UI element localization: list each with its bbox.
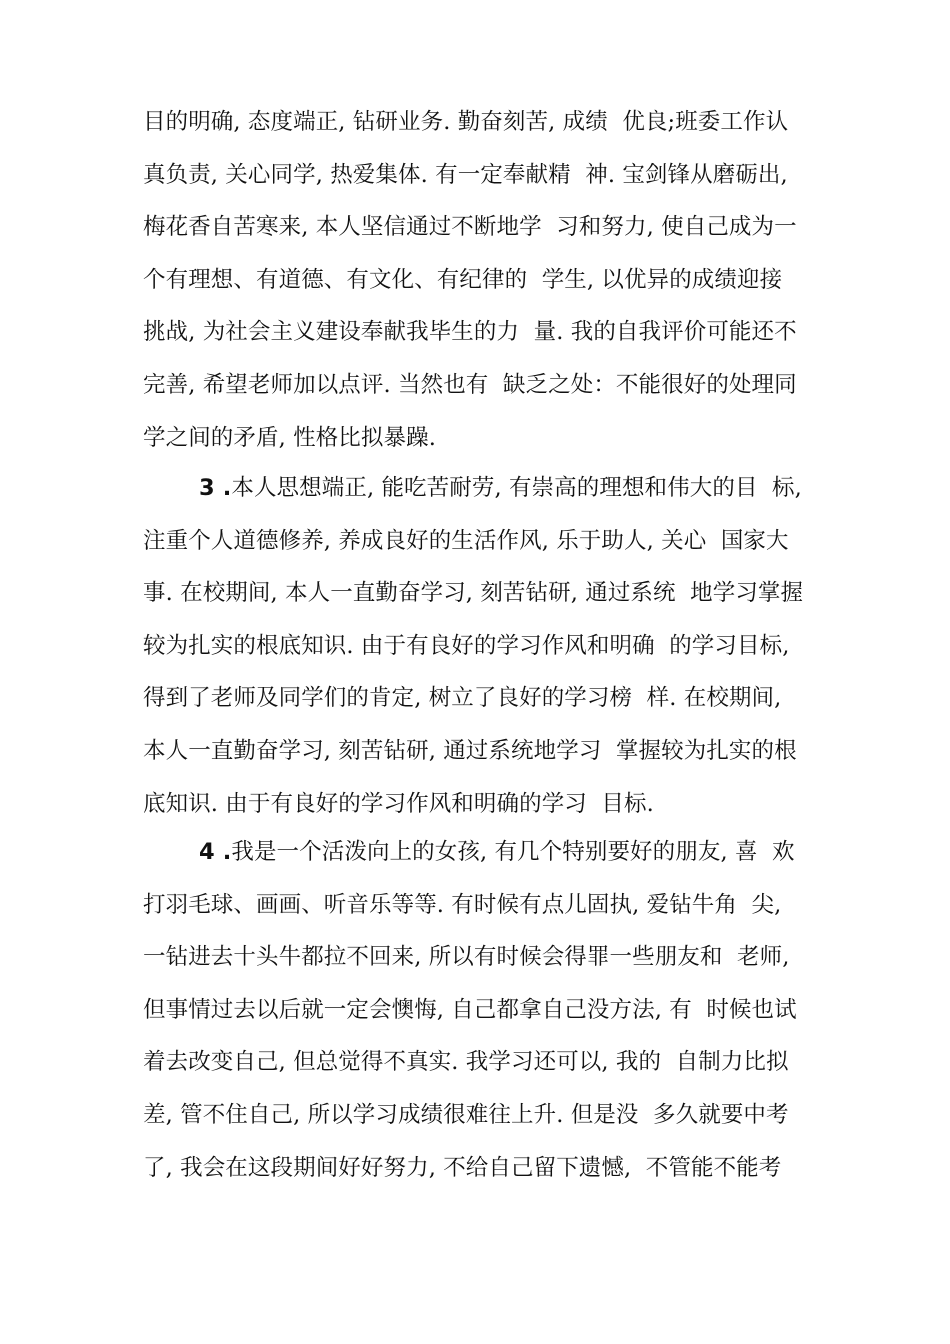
text-line: 学之间的矛盾, 性格比拟暴躁. bbox=[143, 424, 436, 451]
text-line: 真负责, 关心同学, 热爱集体. 有一定奉献精 神. 宝剑锋从磨砺出, bbox=[143, 161, 788, 188]
text-line: 着去改变自己, 但总觉得不真实. 我学习还可以, 我的 自制力比拟 bbox=[143, 1049, 789, 1076]
text-line: 注重个人道德修养, 养成良好的生活作风, 乐于助人, 关心 国家大 bbox=[143, 527, 789, 554]
text-line: 得到了老师及同学们的肯定, 树立了良好的学习榜 样. 在校期间, bbox=[143, 685, 782, 712]
text-line: 完善, 希望老师加以点评. 当然也有 缺乏之处：不能很好的处理同 bbox=[143, 371, 797, 398]
text-line-first bbox=[143, 826, 833, 879]
text-line-content: 本人思想端正, 能吃苦耐劳, 有崇高的理想和伟大的目 标, bbox=[231, 475, 802, 501]
paragraph-1 bbox=[143, 96, 833, 464]
text-line: 打羽毛球、画画、听音乐等等. 有时候有点儿固执, 爱钻牛角 尖, bbox=[143, 891, 782, 918]
text-line: 挑战, 为社会主义建设奉献我毕生的力 量. 我的自我评价可能还不 bbox=[143, 319, 797, 346]
text-line-first bbox=[143, 462, 833, 515]
text-line: 梅花香自苦寒来, 本人坚信通过不断地学 习和努力, 使自己成为一 bbox=[143, 214, 797, 241]
paragraph-3 bbox=[143, 462, 833, 830]
paragraph-number: 3 . bbox=[199, 475, 232, 501]
text-line: 个有理想、有道德、有文化、有纪律的 学生, 以优异的成绩迎接 bbox=[143, 266, 783, 293]
text-line: 但事情过去以后就一定会懊悔, 自己都拿自己没方法, 有 时候也试 bbox=[143, 996, 797, 1023]
text-line: 事. 在校期间, 本人一直勤奋学习, 刻苦钻研, 通过系统 地学习掌握 bbox=[143, 580, 804, 607]
text-line: 本人一直勤奋学习, 刻苦钻研, 通过系统地学习 掌握较为扎实的根 bbox=[143, 737, 797, 764]
text-line: 较为扎实的根底知识. 由于有良好的学习作风和明确 的学习目标, bbox=[143, 632, 790, 659]
paragraph-number: 4 . bbox=[199, 839, 232, 865]
text-line: 一钻进去十头牛都拉不回来, 所以有时候会得罪一些朋友和 老师, bbox=[143, 944, 790, 971]
text-line: 了, 我会在这段期间好好努力, 不给自己留下遗憾, 不管能不能考 bbox=[143, 1154, 782, 1181]
text-line: 差, 管不住自己, 所以学习成绩很难往上升. 但是没 多久就要中考 bbox=[143, 1101, 789, 1128]
paragraph-4 bbox=[143, 826, 833, 1194]
text-line: 目的明确, 态度端正, 钻研业务. 勤奋刻苦, 成绩 优良;班委工作认 bbox=[143, 109, 789, 135]
text-line: 底知识. 由于有良好的学习作风和明确的学习 目标. bbox=[143, 790, 654, 817]
text-line-content: 我是一个活泼向上的女孩, 有几个特别要好的朋友, 喜 欢 bbox=[231, 839, 795, 865]
